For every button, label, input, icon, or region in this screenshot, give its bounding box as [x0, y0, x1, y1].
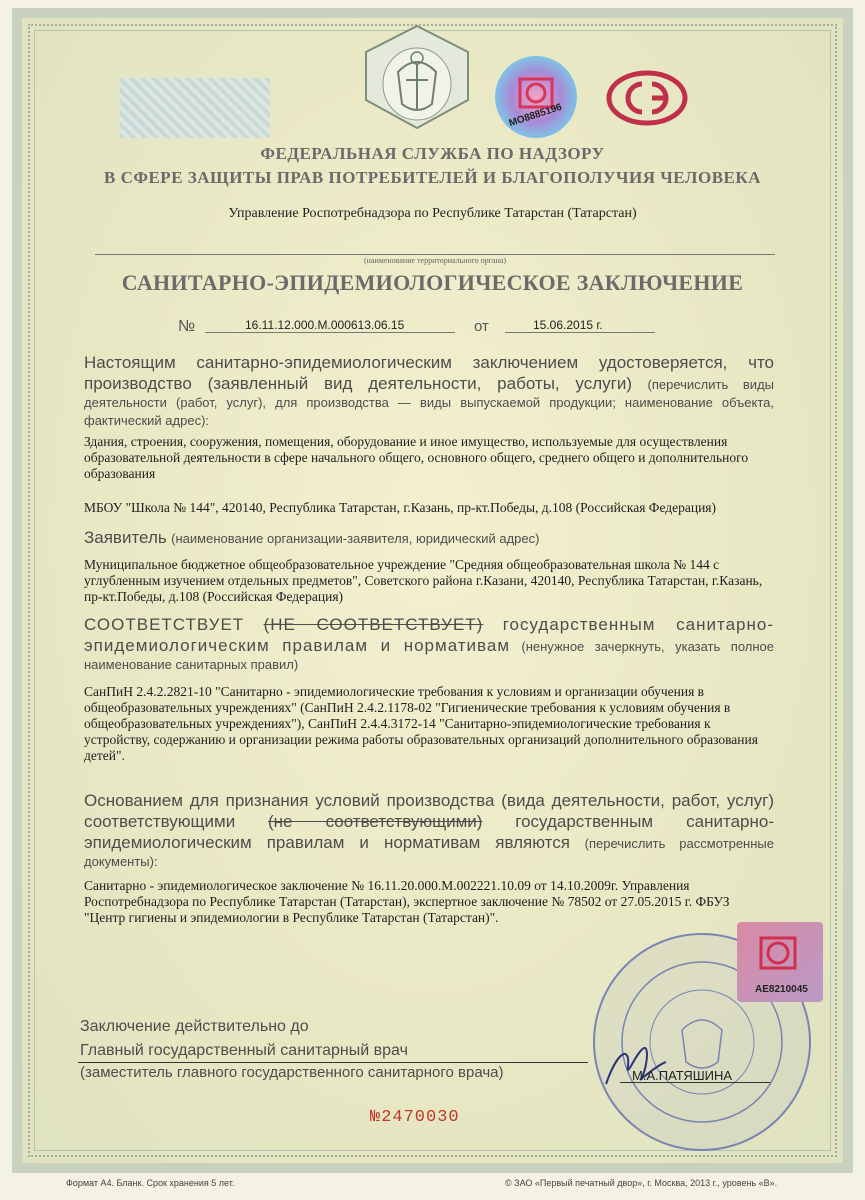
- basis-text-a: Основанием для признания условий производства (вида деятельности, работ, услуг) соответствующими: [84, 791, 774, 831]
- signature-rule: [78, 1062, 588, 1063]
- activity-description: Здания, строения, сооружения, помещения, оборудование и иное имущество, используемые для осуществления образовательной деятельности в сфере начального общего, основного общего, среднего общего и дополнительного образования: [84, 434, 749, 481]
- signer-rule: [620, 1082, 770, 1083]
- applicant-label: Заявитель: [84, 528, 167, 547]
- deputy-label: (заместитель главного государственного санитарного врача): [80, 1064, 504, 1081]
- ce-mark-icon: [606, 70, 688, 126]
- agency-name-line2: В СФЕРЕ ЗАЩИТЫ ПРАВ ПОТРЕБИТЕЛЕЙ И БЛАГОПОЛУЧИЯ ЧЕЛОВЕКА: [104, 168, 761, 187]
- applicant-caption: (наименование организации-заявителя, юридический адрес): [171, 531, 540, 546]
- complies-word: СООТВЕТСТВУЕТ: [84, 615, 245, 634]
- footer-printer-note: © ЗАО «Первый печатный двор», г. Москва, 2013 г., уровень «В».: [505, 1178, 778, 1188]
- hologram-icon: [494, 55, 578, 139]
- chief-doctor-label: Главный государственный санитарный врач: [80, 1042, 408, 1059]
- certificate-number: 16.11.12.000.М.000613.06.15: [245, 318, 405, 332]
- intro-main-text: Настоящим санитарно-эпидемиологическим заключением удостоверяется, что производство (заявленный вид деятельности, работы, услуги): [84, 353, 774, 393]
- complies-rest: государственным санитарно-эпидемиологическим правилам и нормативам: [84, 615, 774, 655]
- form-serial-number: №2470030: [370, 1108, 460, 1127]
- signer-name: М.А.ПАТЯШИНА: [632, 1068, 733, 1083]
- holographic-strip: [120, 78, 270, 138]
- complies-caption: (ненужное зачеркнуть, указать полное наименование санитарных правил): [84, 639, 774, 672]
- number-rule: [205, 332, 455, 333]
- date-label: от: [474, 318, 489, 335]
- basis-documents: Санитарно - эпидемиологическое заключение № 16.11.20.000.М.002221.10.09 от 14.10.2009г. Управления Роспотребнадзора по Республике Татарстан (Татарстан), экспертное заключение № 78502 от 27.05.2015 г. ФБУЗ "Центр гигиены и эпидемиологии в Республике Татарстан (Татарстан)".: [84, 878, 730, 925]
- department-caption: (наименование территориального органа): [364, 256, 506, 265]
- hologram-bottom-code: АЕ8210045: [755, 984, 808, 995]
- complies-struck: (НЕ СООТВЕТСТВУЕТ): [263, 615, 484, 634]
- department-rule: [95, 254, 775, 255]
- sanitary-rules-list: СанПиН 2.4.2.2821-10 "Санитарно - эпидемиологические требования к условиям и организации обучения в общеобразовательных учреждениях" (СанПиН 2.4.2.1178-02 "Гигиенические требования к условиям обучения в общеобразовательных учреждениях"), СанПиН 2.4.4.3172-14 "Санитарно-эпидемиологические требования к устройству, содержанию и организации режима работы образовательных организаций дополнительного образования детей".: [84, 684, 758, 763]
- document-title: САНИТАРНО-ЭПИДЕМИОЛОГИЧЕСКОЕ ЗАКЛЮЧЕНИЕ: [121, 270, 744, 295]
- intro-caption: (перечислить виды деятельности (работ, услуг), для производства — виды выпускаемой продукции; наименование объекта, фактический адрес):: [84, 377, 774, 428]
- basis-statement: [84, 790, 774, 871]
- certificate-date: 15.06.2015 г.: [533, 318, 603, 332]
- date-rule: [505, 332, 655, 333]
- agency-name-line1: ФЕДЕРАЛЬНАЯ СЛУЖБА ПО НАДЗОРУ: [260, 144, 605, 163]
- intro-paragraph: [84, 352, 774, 430]
- number-label: №: [178, 318, 196, 335]
- validity-label: Заключение действительно до: [80, 1018, 309, 1035]
- department-name: Управление Роспотребнадзора по Республике Татарстан (Татарстан): [228, 206, 637, 221]
- compliance-statement: [84, 614, 774, 674]
- object-address: МБОУ "Школа № 144", 420140, Республика Татарстан, г.Казань, пр-кт.Победы, д.108 (Российская Федерация): [84, 500, 717, 515]
- basis-caption: (перечислить рассмотренные документы):: [84, 836, 774, 869]
- applicant-heading: [84, 527, 774, 548]
- footer-format-note: Формат А4. Бланк. Срок хранения 5 лет.: [66, 1178, 235, 1188]
- hologram-sticker-top: [494, 55, 578, 139]
- hologram-top-code: МО8885196: [507, 101, 564, 130]
- basis-text-b: государственным санитарно-эпидемиологическим правилам и нормативам являются: [84, 812, 774, 852]
- applicant-details: Муниципальное бюджетное общеобразовательное учреждение "Средняя общеобразовательная школа № 144 с углубленным изучением отдельных предметов", Советского района г.Казани, 420140, Республика Татарстан, г.Казань, пр-кт.Победы, д.108 (Российская Федерация): [84, 557, 763, 604]
- basis-struck: (не соответствующими): [268, 812, 483, 831]
- hologram-sticker-bottom: [737, 922, 823, 1002]
- emblem-icon: [358, 22, 476, 132]
